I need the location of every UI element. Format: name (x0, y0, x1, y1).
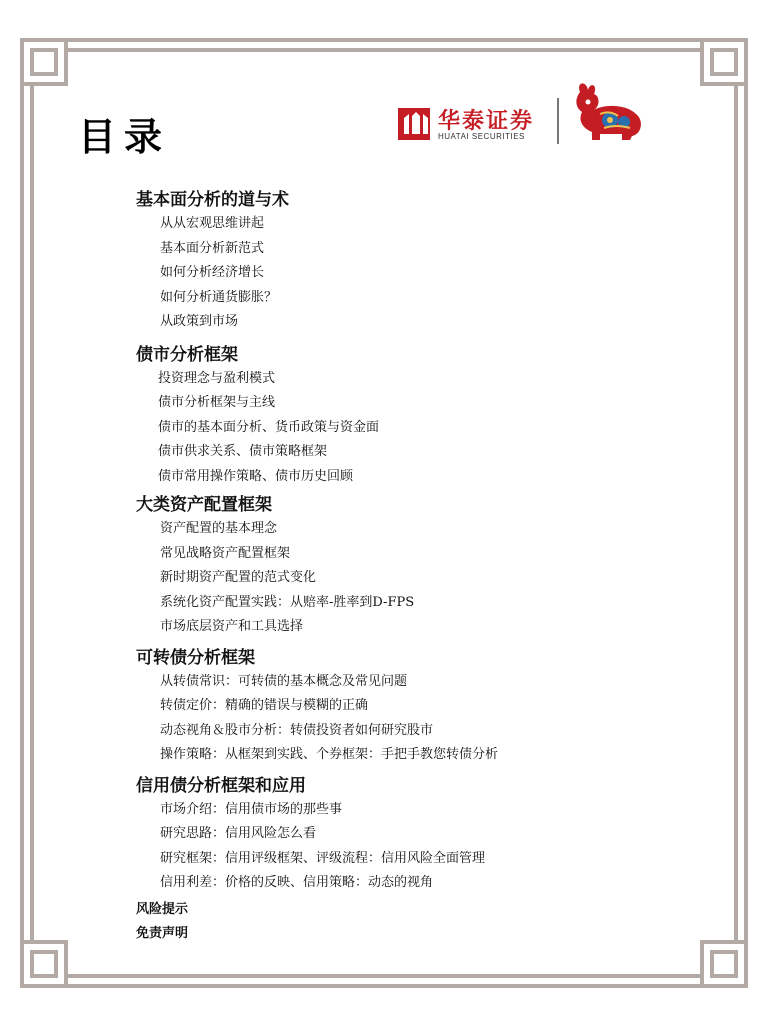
toc-item[interactable]: 市场底层资产和工具选择 (160, 619, 304, 634)
toc-item[interactable]: 新时期资产配置的范式变化 (160, 570, 317, 585)
toc-section-title[interactable]: 可转债分析框架 (136, 647, 255, 668)
logo-brand-name: 华泰证券 (438, 109, 535, 134)
toc-item[interactable]: 从转债常识：可转债的基本概念及常见问题 (160, 673, 408, 689)
toc-disclaimer[interactable]: 免责声明 (136, 925, 189, 941)
toc-item[interactable]: 资产配置的基本理念 (160, 521, 278, 536)
toc-item[interactable]: 基本面分析新范式 (160, 240, 265, 256)
toc-section (136, 646, 696, 768)
toc-item[interactable]: 从政策到市场 (160, 314, 239, 329)
table-of-contents (136, 188, 696, 946)
toc-risk-warning[interactable]: 风险提示 (136, 901, 189, 917)
toc-section (136, 188, 696, 335)
toc-section-title[interactable]: 基本面分析的道与术 (136, 190, 289, 210)
toc-section-title[interactable]: 大类资产配置框架 (136, 495, 272, 515)
logo-divider (557, 98, 559, 144)
toc-item[interactable]: 研究框架：信用评级框架、评级流程：信用风险全面管理 (160, 850, 486, 866)
toc-item[interactable]: 债市常用操作策略、债市历史回顾 (158, 468, 354, 484)
toc-item[interactable]: 转债定价：精确的错误与模糊的正确 (160, 698, 369, 713)
toc-item[interactable]: 研究思路：信用风险怎么看 (160, 826, 317, 841)
toc-item[interactable]: 信用利差：价格的反映、信用策略：动态的视角 (160, 875, 434, 890)
toc-section (136, 774, 696, 896)
toc-item[interactable]: 系统化资产配置实践：从赔率-胜率到D-FPS (160, 594, 415, 610)
toc-item[interactable]: 从从宏观思维讲起 (160, 216, 265, 231)
toc-section-title[interactable]: 债市分析框架 (136, 344, 238, 365)
toc-item[interactable]: 常见战略资产配置框架 (160, 545, 291, 561)
toc-item[interactable]: 债市分析框架与主线 (158, 395, 276, 410)
toc-item[interactable]: 如何分析通货膨胀？ (160, 289, 278, 305)
page-title: 目录 (78, 115, 171, 159)
rabbit-mascot-icon (570, 80, 646, 142)
toc-item[interactable]: 操作策略：从框架到实践、个券框架：手把手教您转债分析 (160, 747, 499, 762)
toc-section (136, 493, 696, 640)
logo-brand-sub: HUATAI SECURITIES (438, 132, 525, 141)
toc-item[interactable]: 动态视角＆股市分析：转债投资者如何研究股市 (160, 722, 434, 738)
toc-item[interactable]: 如何分析经济增长 (160, 265, 265, 280)
toc-item[interactable]: 投资理念与盈利模式 (158, 370, 276, 386)
toc-item[interactable]: 债市的基本面分析、货币政策与资金面 (158, 419, 380, 435)
toc-section (136, 343, 696, 490)
toc-section-title[interactable]: 信用债分析框架和应用 (136, 775, 306, 796)
toc-item[interactable]: 市场介绍：信用债市场的那些事 (160, 801, 343, 817)
toc-item[interactable]: 债市供求关系、债市策略框架 (158, 444, 328, 459)
